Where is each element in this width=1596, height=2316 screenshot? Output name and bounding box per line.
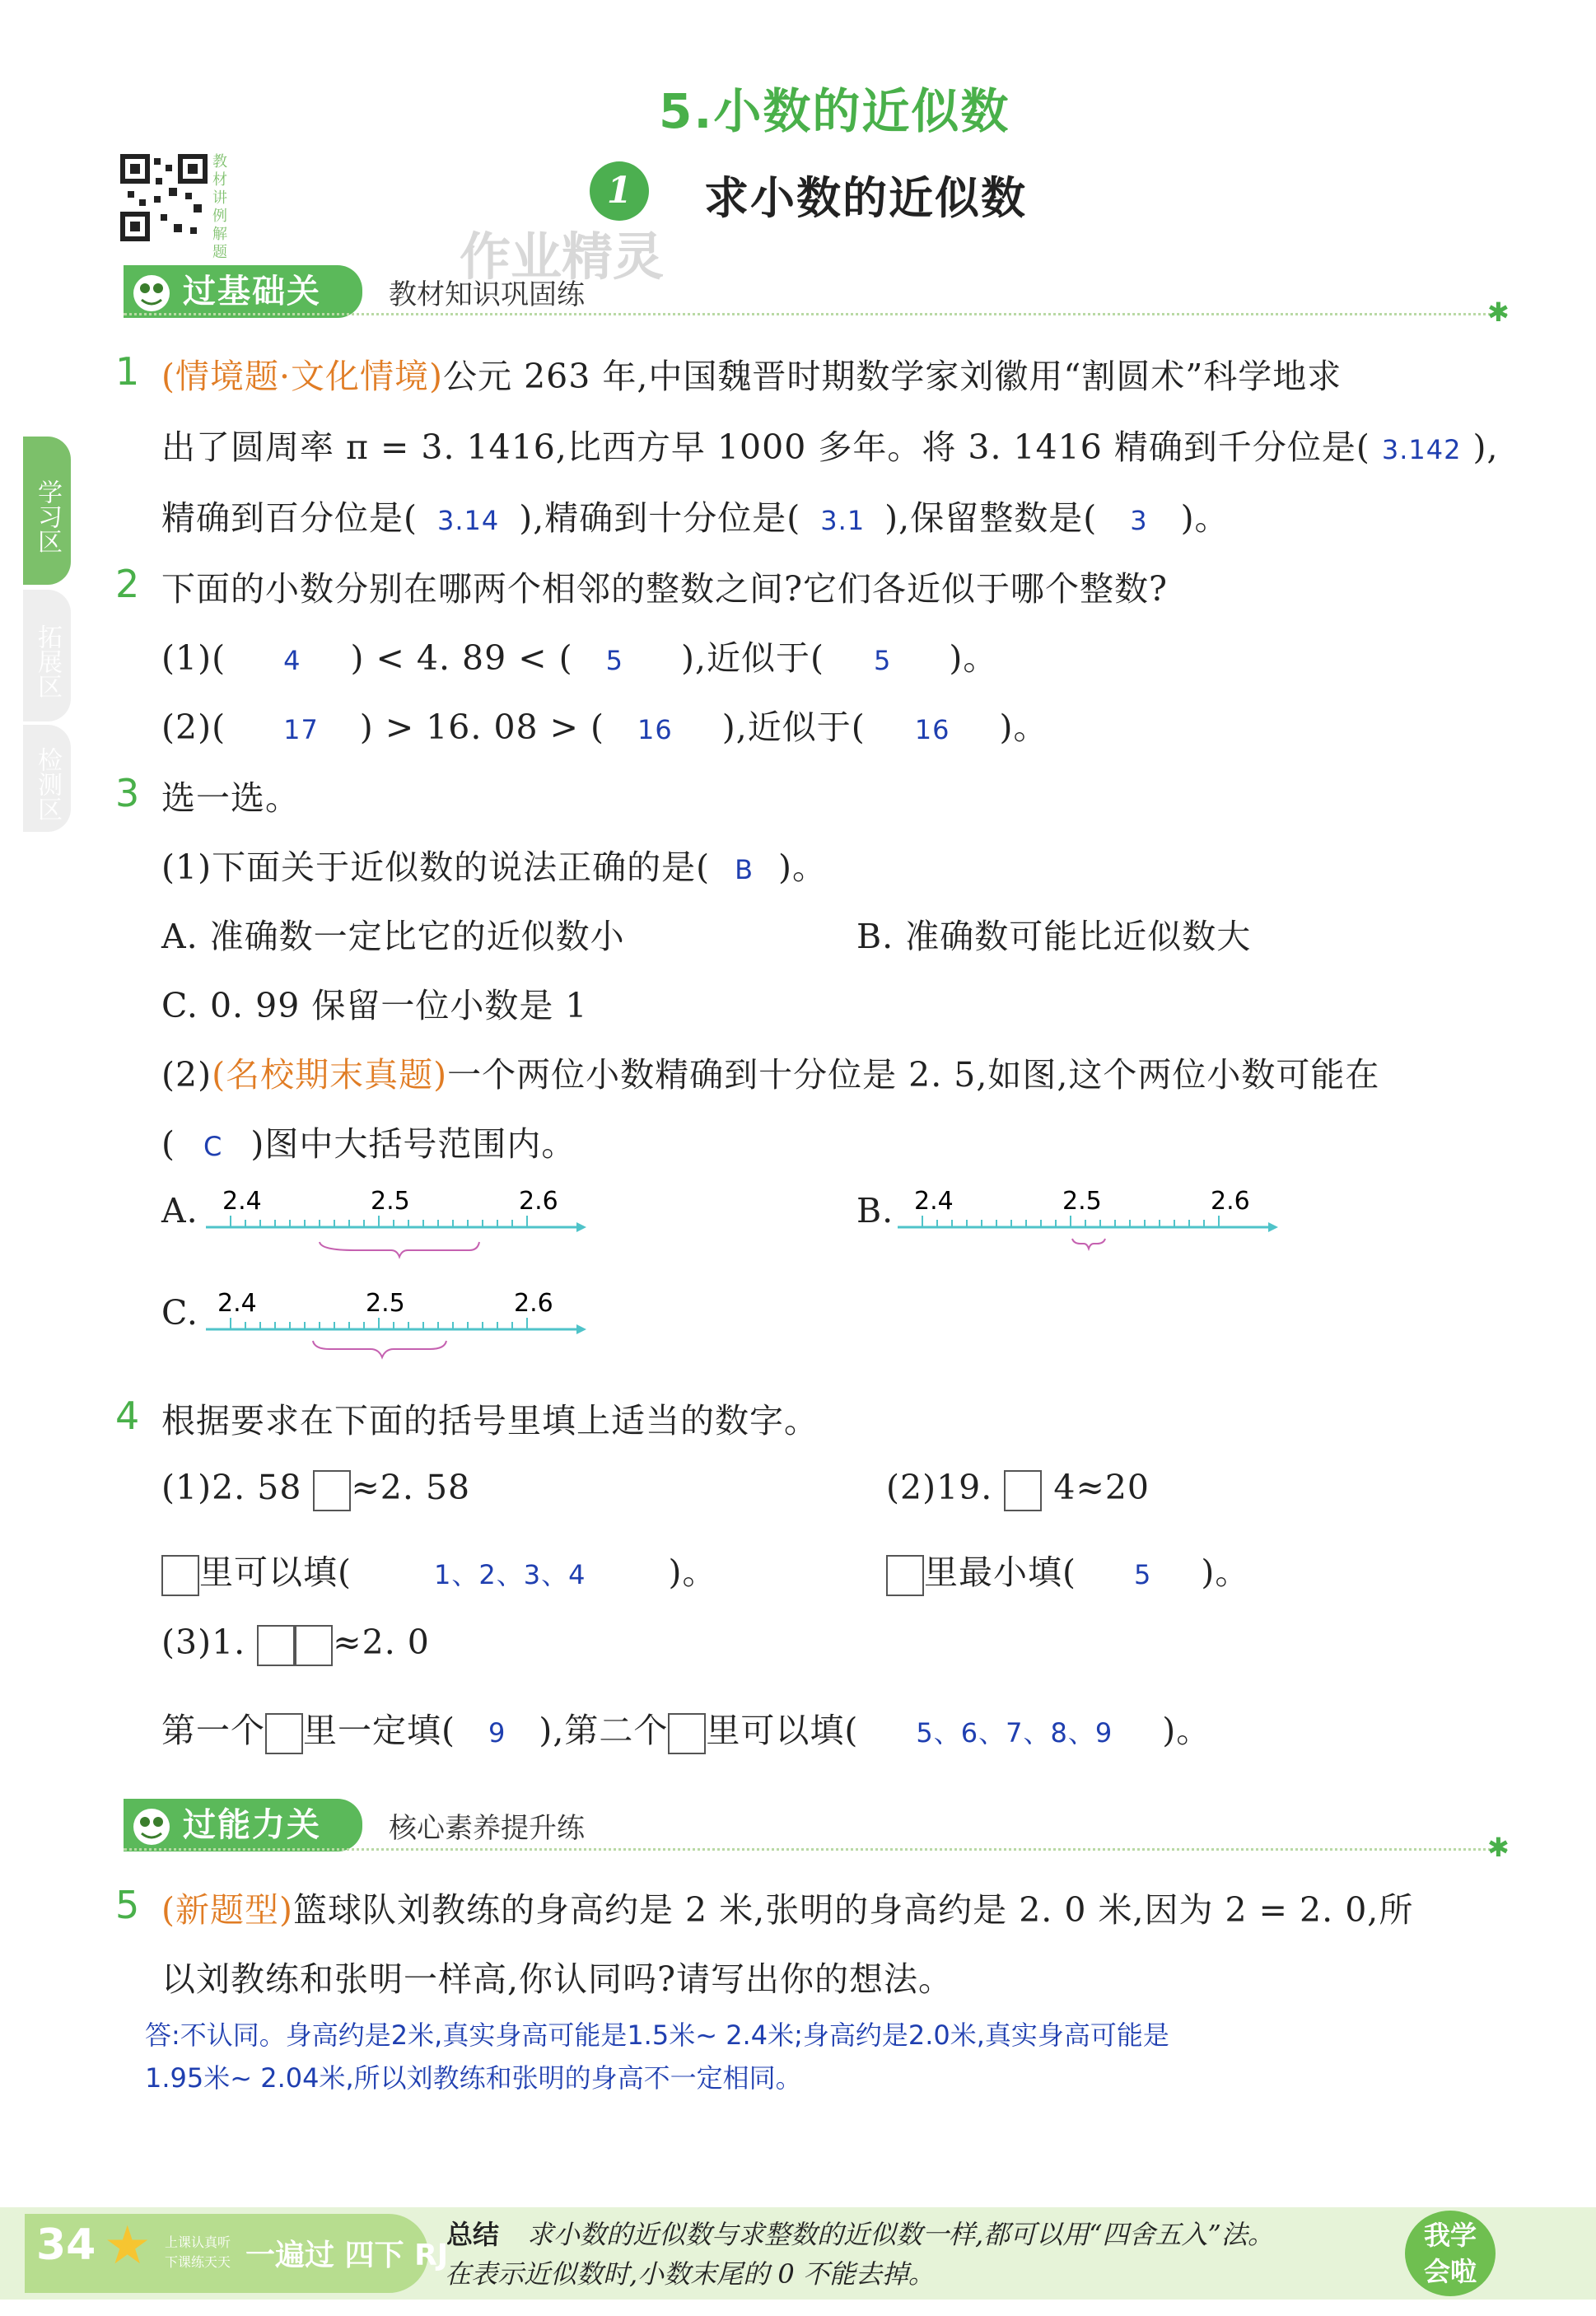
lesson-number-badge: 1	[590, 161, 649, 221]
q2-p2-mid: ) > 16. 08 > (	[359, 707, 605, 747]
q3-figure-c-label: C.	[161, 1293, 198, 1333]
q2-p2-lower[interactable]: 16	[637, 714, 673, 745]
q3-s2-text: 一个两位小数精确到十分位是 2. 5,如图,这个两位小数可能在	[447, 1055, 1380, 1095]
q2-number: 2	[115, 562, 140, 606]
tick-label: 2.4	[914, 1187, 954, 1216]
q4-part3	[161, 1623, 430, 1666]
q2-p1-post: ),近似于(	[680, 638, 824, 678]
q2-text: 下面的小数分别在哪两个相邻的整数之间?它们各近似于哪个整数?	[161, 569, 1168, 609]
divider	[124, 1848, 1507, 1851]
q4-p1-fill-pre: 里可以填(	[199, 1553, 352, 1592]
q4-p3-answer1[interactable]: 9	[488, 1717, 506, 1749]
q4-part3-fill	[161, 1703, 1211, 1754]
q1-l2-end: ),	[1472, 427, 1499, 467]
brace-c	[313, 1341, 446, 1357]
q4-p2-box-ref	[886, 1555, 924, 1596]
q5-answer-line2[interactable]: 1.95米~ 2.04米,所以刘教练和张明的身高不一定相同。	[145, 2062, 802, 2094]
q3-number: 3	[115, 771, 140, 815]
q4-p3-l-mid3: 里可以填(	[706, 1711, 859, 1750]
qr-code[interactable]	[119, 153, 208, 242]
q2-p1-lower[interactable]: 4	[283, 645, 301, 676]
q3-option-a: A. 准确数一定比它的近似数小	[161, 917, 625, 956]
footer-tag-1: 上课认真听	[165, 2234, 231, 2250]
q4-p1-a: (1)2. 58	[161, 1468, 302, 1507]
q4-part1-fill	[161, 1545, 716, 1596]
q4-part2-fill	[886, 1545, 1249, 1596]
stamp-line2: 会啦	[1423, 2256, 1477, 2287]
brace-b	[1072, 1239, 1105, 1249]
q3-s2-answer[interactable]: C	[203, 1131, 223, 1162]
q3-s2-l2-post: )图中大括号范围内。	[250, 1124, 576, 1164]
watermark: 作业精灵	[460, 226, 665, 287]
q2-part2	[161, 700, 1048, 749]
q3-s2-tag: (名校期末真题)	[212, 1055, 448, 1095]
q4-p1-box-ref	[161, 1555, 199, 1596]
q5-line2: 以刘教练和张明一样高,你认同吗?请写出你的想法。	[161, 1959, 954, 1999]
star-icon: ✱	[1487, 1832, 1510, 1863]
q4-p2-box[interactable]	[1004, 1470, 1042, 1511]
q3-figure-a-label: A.	[161, 1191, 198, 1230]
q4-p1-b: ≈2. 58	[351, 1468, 471, 1507]
tick-label: 2.4	[217, 1289, 257, 1318]
star-icon: ✱	[1487, 297, 1510, 328]
q3-option-c: C. 0. 99 保留一位小数是 1	[161, 986, 588, 1025]
q1-answer-hundredths[interactable]: 3.14	[437, 505, 500, 536]
section-title: 5.小数的近似数	[659, 83, 1010, 139]
frog-icon	[125, 1799, 178, 1851]
q4-part2	[886, 1468, 1150, 1511]
q1-answer-thousandths[interactable]: 3.142	[1381, 434, 1462, 465]
q2-part1	[161, 631, 997, 679]
q3-figure-b-label: B.	[856, 1191, 894, 1230]
tick-label: 2.6	[514, 1289, 553, 1318]
q5-answer-line1[interactable]: 答:不认同。身高约是2米,真实身高可能是1.5米~ 2.4米;身高约是2.0米,真实身高可能是	[145, 2019, 1169, 2051]
q1-l3-end: )。	[1180, 498, 1230, 538]
q3-s2-l2-pre: (	[161, 1124, 175, 1164]
q4-p1-box[interactable]	[313, 1470, 351, 1511]
banner-ability-sub: 核心素养提升练	[389, 1812, 585, 1845]
q4-p3-box1[interactable]	[257, 1625, 295, 1666]
star-mascot-icon: ★	[104, 2216, 152, 2276]
q5-number: 5	[115, 1883, 140, 1927]
tick-label: 2.5	[371, 1187, 410, 1216]
q4-p3-box2[interactable]	[295, 1625, 333, 1666]
q2-p2-end: )。	[999, 707, 1048, 747]
q2-p1-pre: (1)(	[161, 638, 226, 678]
q4-part1	[161, 1468, 470, 1511]
q4-p3-l-mid1: 里一定填(	[303, 1711, 455, 1750]
q4-p2-answer[interactable]: 5	[1134, 1559, 1152, 1590]
qr-side-text: 教材讲例解题	[212, 153, 227, 261]
q2-p1-end: )。	[949, 638, 998, 678]
q2-p2-pre: (2)(	[161, 707, 226, 747]
q4-p3-answer2[interactable]: 5、6、7、8、9	[916, 1717, 1113, 1749]
q4-p1-fill-post: )。	[668, 1553, 717, 1592]
q4-p3-l-pre: 第一个	[161, 1711, 265, 1750]
number-line-b	[898, 1178, 1285, 1277]
footer-summary-1: 求小数的近似数与求整数的近似数一样,都可以用“四舍五入”法。	[527, 2219, 1274, 2250]
tick-label: 2.5	[1062, 1187, 1102, 1216]
q4-p3-l-post: )。	[1162, 1711, 1211, 1750]
q1-l2-text: 出了圆周率 π = 3. 1416,比西方早 1000 多年。将 3. 1416 精确到千分位是(	[161, 427, 1370, 467]
banner-basic-sub: 教材知识巩固练	[389, 278, 585, 311]
stamp-line1: 我学	[1423, 2220, 1477, 2251]
badge-stamp	[1405, 2211, 1496, 2296]
q2-p1-mid: ) < 4. 89 < (	[350, 638, 573, 678]
q2-p2-upper[interactable]: 17	[283, 714, 319, 745]
brace-a	[320, 1242, 479, 1257]
q4-p2-fill-post: )。	[1201, 1553, 1250, 1592]
divider	[124, 313, 1507, 315]
q1-answer-integer[interactable]: 3	[1130, 505, 1148, 536]
tick-label: 2.4	[222, 1187, 262, 1216]
q2-p1-approx[interactable]: 5	[873, 645, 892, 676]
q1-line3	[161, 491, 1230, 539]
q1-number: 1	[115, 349, 140, 394]
q2-p2-approx[interactable]: 16	[914, 714, 950, 745]
q5-text: 篮球队刘教练的身高约是 2 米,张明的身高约是 2. 0 米,因为 2 = 2. 0,所	[293, 1890, 1414, 1930]
q1-l3-text3: ),保留整数是(	[884, 498, 1098, 538]
lesson-title: 求小数的近似数	[704, 172, 1027, 224]
q3-s1-pre: (1)下面关于近似数的说法正确的是(	[161, 847, 711, 887]
q1-l3-text: 精确到百分位是(	[161, 498, 418, 538]
q4-text: 根据要求在下面的括号里填上适当的数字。	[161, 1401, 819, 1440]
q4-p3-l-mid2: ),第二个	[539, 1711, 669, 1750]
frog-icon	[125, 265, 178, 318]
q3-text: 选一选。	[161, 778, 300, 818]
q3-sub1	[161, 840, 827, 889]
q3-sub2	[161, 1048, 1379, 1096]
q4-p3-box1-ref	[265, 1713, 303, 1754]
footer-brand: 一遍过 四下 RJ	[245, 2239, 449, 2272]
q2-p1-upper[interactable]: 5	[605, 645, 623, 676]
q2-p2-post: ),近似于(	[721, 707, 866, 747]
tick-label: 2.6	[1211, 1187, 1250, 1216]
q1-l3-text2: ),精确到十分位是(	[519, 498, 801, 538]
banner-basic-label: 过基础关	[183, 273, 321, 311]
sidebar-tab-study[interactable]: 学习区	[23, 437, 71, 585]
tick-label: 2.6	[519, 1187, 558, 1216]
q4-p2-fill-pre: 里最小填(	[924, 1553, 1076, 1592]
number-line-a	[206, 1178, 593, 1277]
number-line-c	[206, 1280, 593, 1379]
q5-tag: (新题型)	[161, 1890, 293, 1930]
q3-option-b: B. 准确数可能比近似数大	[856, 917, 1252, 956]
number-line-arrow	[1268, 1222, 1278, 1232]
footer-tag-2: 下课练天天	[165, 2254, 231, 2270]
tick-label: 2.5	[366, 1289, 405, 1318]
number-line-arrow	[576, 1222, 586, 1232]
q1-tag: (情境题·文化情境)	[161, 357, 444, 396]
q3-s2-pre: (2)	[161, 1055, 212, 1095]
q4-p2-b: 4≈20	[1053, 1468, 1150, 1507]
page-number: 34	[36, 2220, 96, 2270]
q3-s1-post: )。	[778, 847, 828, 887]
q3-sub2-line2	[161, 1117, 576, 1165]
q3-s1-answer[interactable]: B	[735, 854, 754, 885]
q4-p3-a: (3)1.	[161, 1623, 246, 1662]
q1-line2	[161, 420, 1499, 469]
q1-answer-tenths[interactable]: 3.1	[820, 505, 866, 536]
footer-summary-2: 在表示近似数时,小数末尾的 0 不能去掉。	[445, 2258, 935, 2290]
sidebar-tab-extend[interactable]: 拓展区	[23, 590, 71, 721]
q1-text: 公元 263 年,中国魏晋时期数学家刘徽用“割圆术”科学地求	[443, 357, 1342, 396]
sidebar-tab-test[interactable]: 检测区	[23, 725, 71, 832]
q4-number: 4	[115, 1394, 140, 1438]
q4-p2-a: (2)19.	[886, 1468, 993, 1507]
number-line-arrow	[576, 1324, 586, 1334]
q4-p3-box2-ref	[668, 1713, 706, 1754]
q5-line1	[161, 1883, 1413, 1931]
q1-line1	[161, 349, 1342, 398]
banner-ability-label: 过能力关	[183, 1806, 321, 1844]
q4-p1-answer[interactable]: 1、2、3、4	[434, 1559, 586, 1590]
footer-summary-label: 总结	[446, 2219, 500, 2250]
q4-p3-b: ≈2. 0	[333, 1623, 430, 1662]
